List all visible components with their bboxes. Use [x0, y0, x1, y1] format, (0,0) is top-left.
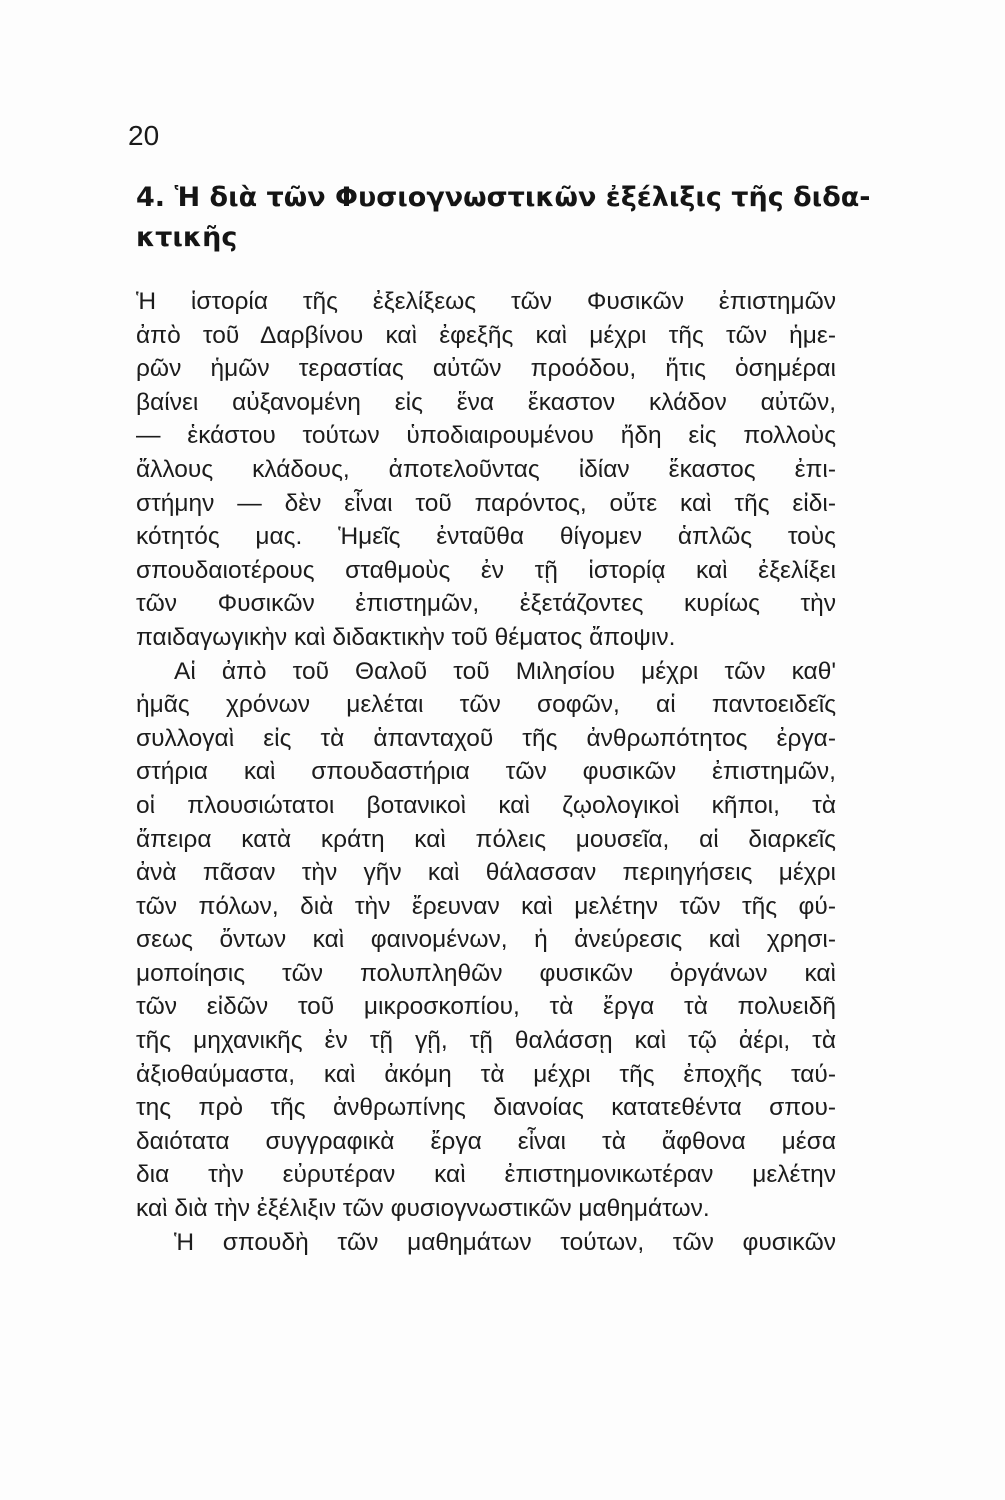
page-number: 20	[128, 120, 160, 151]
text-line: δαιότατα συγγραφικὰ ἔργα εἶναι τὰ ἄφθονα μέσα	[136, 1127, 836, 1155]
text-line: Ἡ ἱστορία τῆς ἐξελίξεως τῶν Φυσικῶν ἐπιστημῶν	[136, 288, 836, 315]
text-line: σπουδαιοτέρους σταθμοὺς ἐν τῇ ἱστορίᾳ καὶ ἐξελίξει	[136, 556, 836, 584]
text-line: παιδαγωγικὴν καὶ διδακτικὴν τοῦ θέματος ἄποψιν.	[136, 623, 676, 651]
text-line: Αἱ ἀπὸ τοῦ Θαλοῦ τοῦ Μιλησίου μέχρι τῶν καθ'	[174, 657, 836, 685]
section-heading	[136, 178, 871, 258]
text-line: στήρια καὶ σπουδαστήρια τῶν φυσικῶν ἐπιστημῶν,	[136, 758, 836, 786]
text-line: στήμην — δὲν εἶναι τοῦ παρόντος, οὔτε καὶ τῆς εἰδι-	[136, 489, 836, 517]
text-line: καὶ διὰ τὴν ἐξέλιξιν τῶν φυσιογνωστικῶν μαθημάτων.	[136, 1195, 710, 1223]
text-line: ἀξιοθαύμαστα, καὶ ἀκόμη τὰ μέχρι τῆς ἐποχῆς ταύ-	[136, 1060, 836, 1088]
text-line: τῶν εἰδῶν τοῦ μικροσκοπίου, τὰ ἔργα τὰ πολυειδῆ	[136, 993, 836, 1021]
text-line: ἀπὸ τοῦ Δαρβίνου καὶ ἐφεξῆς καὶ μέχρι τῆς τῶν ἡμε-	[136, 321, 836, 349]
text-line: ἡμᾶς χρόνων μελέται τῶν σοφῶν, αἱ παντοειδεῖς	[136, 691, 836, 719]
text-line: της πρὸ τῆς ἀνθρωπίνης διανοίας κατατεθέντα σπου-	[136, 1094, 836, 1122]
body-text	[136, 285, 836, 1259]
heading-line: κτικῆς	[136, 222, 238, 253]
text-line: ἄπειρα κατὰ κράτη καὶ πόλεις μουσεῖα, αἱ διαρκεῖς	[136, 825, 836, 853]
text-line: συλλογαὶ εἰς τὰ ἁπανταχοῦ τῆς ἀνθρωπότητος ἐργα-	[136, 724, 836, 752]
text-line: μοποίησις τῶν πολυπληθῶν φυσικῶν ὀργάνων καὶ	[136, 959, 836, 987]
text-line: — ἑκάστου τούτων ὑποδιαιρουμένου ἤδη εἰς πολλοὺς	[136, 422, 836, 450]
text-line: κότητός μας. Ἡμεῖς ἐνταῦθα θίγομεν ἁπλῶς τοὺς	[136, 523, 836, 551]
text-line: τῶν Φυσικῶν ἐπιστημῶν, ἐξετάζοντες κυρίως τὴν	[136, 590, 836, 618]
text-line: Ἡ σπουδὴ τῶν μαθημάτων τούτων, τῶν φυσικῶν	[174, 1228, 836, 1256]
text-line: τῆς μηχανικῆς ἐν τῇ γῇ, τῇ θαλάσσῃ καὶ τῷ ἀέρι, τὰ	[136, 1027, 836, 1055]
text-line: βαίνει αὐξανομένη εἰς ἕνα ἕκαστον κλάδον αὐτῶν,	[136, 388, 836, 416]
text-line: ἀνὰ πᾶσαν τὴν γῆν καὶ θάλασσαν περιηγήσεις μέχρι	[136, 859, 836, 887]
heading-line: 4. Ἡ διὰ τῶν Φυσιογνωστικῶν ἐξέλιξις τῆς διδα-	[136, 182, 871, 213]
text-line: ἄλλους κλάδους, ἀποτελοῦντας ἰδίαν ἕκαστος ἐπι-	[136, 455, 836, 483]
text-line: δια τὴν εὐρυτέραν καὶ ἐπιστημονικωτέραν μελέτην	[136, 1161, 836, 1189]
text-line: οἱ πλουσιώτατοι βοτανικοὶ καὶ ζῳολογικοὶ κῆποι, τὰ	[136, 791, 836, 819]
text-line: σεως ὄντων καὶ φαινομένων, ἡ ἀνεύρεσις καὶ χρησι-	[136, 926, 836, 954]
text-line: τῶν πόλων, διὰ τὴν ἔρευναν καὶ μελέτην τῶν τῆς φύ-	[136, 892, 836, 920]
text-line: ρῶν ἡμῶν τεραστίας αὐτῶν προόδου, ἥτις ὁσημέραι	[136, 355, 836, 383]
